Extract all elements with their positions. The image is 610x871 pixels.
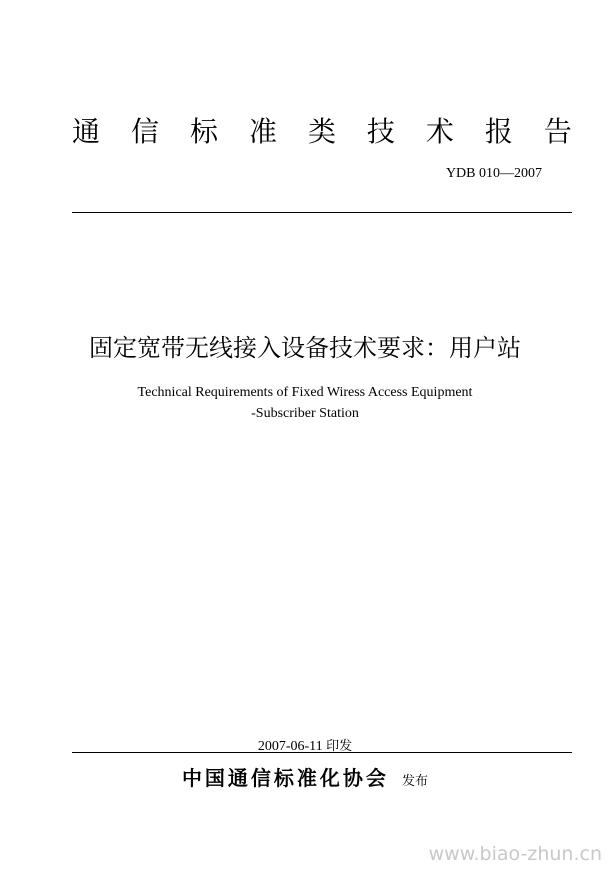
- title-char: 技: [366, 115, 395, 148]
- title-char: 信: [130, 115, 159, 148]
- site-watermark: www.biao-zhun.cn: [428, 843, 602, 865]
- document-code: YDB 010—2007: [445, 166, 542, 181]
- title-char: 告: [543, 115, 572, 148]
- publish-action: 发布: [402, 774, 429, 789]
- title-char: 标: [189, 115, 218, 148]
- english-title-line-1: Technical Requirements of Fixed Wiress Access Equipment: [137, 385, 473, 400]
- report-type-title: [72, 110, 572, 150]
- issue-date-suffix: 印发: [326, 739, 353, 754]
- title-char: 术: [425, 115, 454, 148]
- top-divider: [72, 212, 572, 213]
- title-char: 通: [72, 115, 101, 148]
- title-char: 类: [307, 115, 336, 148]
- document-title-chinese: 固定宽带无线接入设备技术要求：用户站: [89, 334, 521, 362]
- bottom-divider: [72, 752, 572, 753]
- english-title-line-2: -Subscriber Station: [251, 406, 359, 421]
- publisher-name: 中国通信标准化协会: [181, 766, 389, 790]
- publisher-line: [0, 762, 610, 791]
- title-char: 准: [248, 115, 277, 148]
- document-title-english: [0, 382, 610, 424]
- title-char: 报: [484, 115, 513, 148]
- issue-date-value: 2007-06-11: [257, 739, 323, 754]
